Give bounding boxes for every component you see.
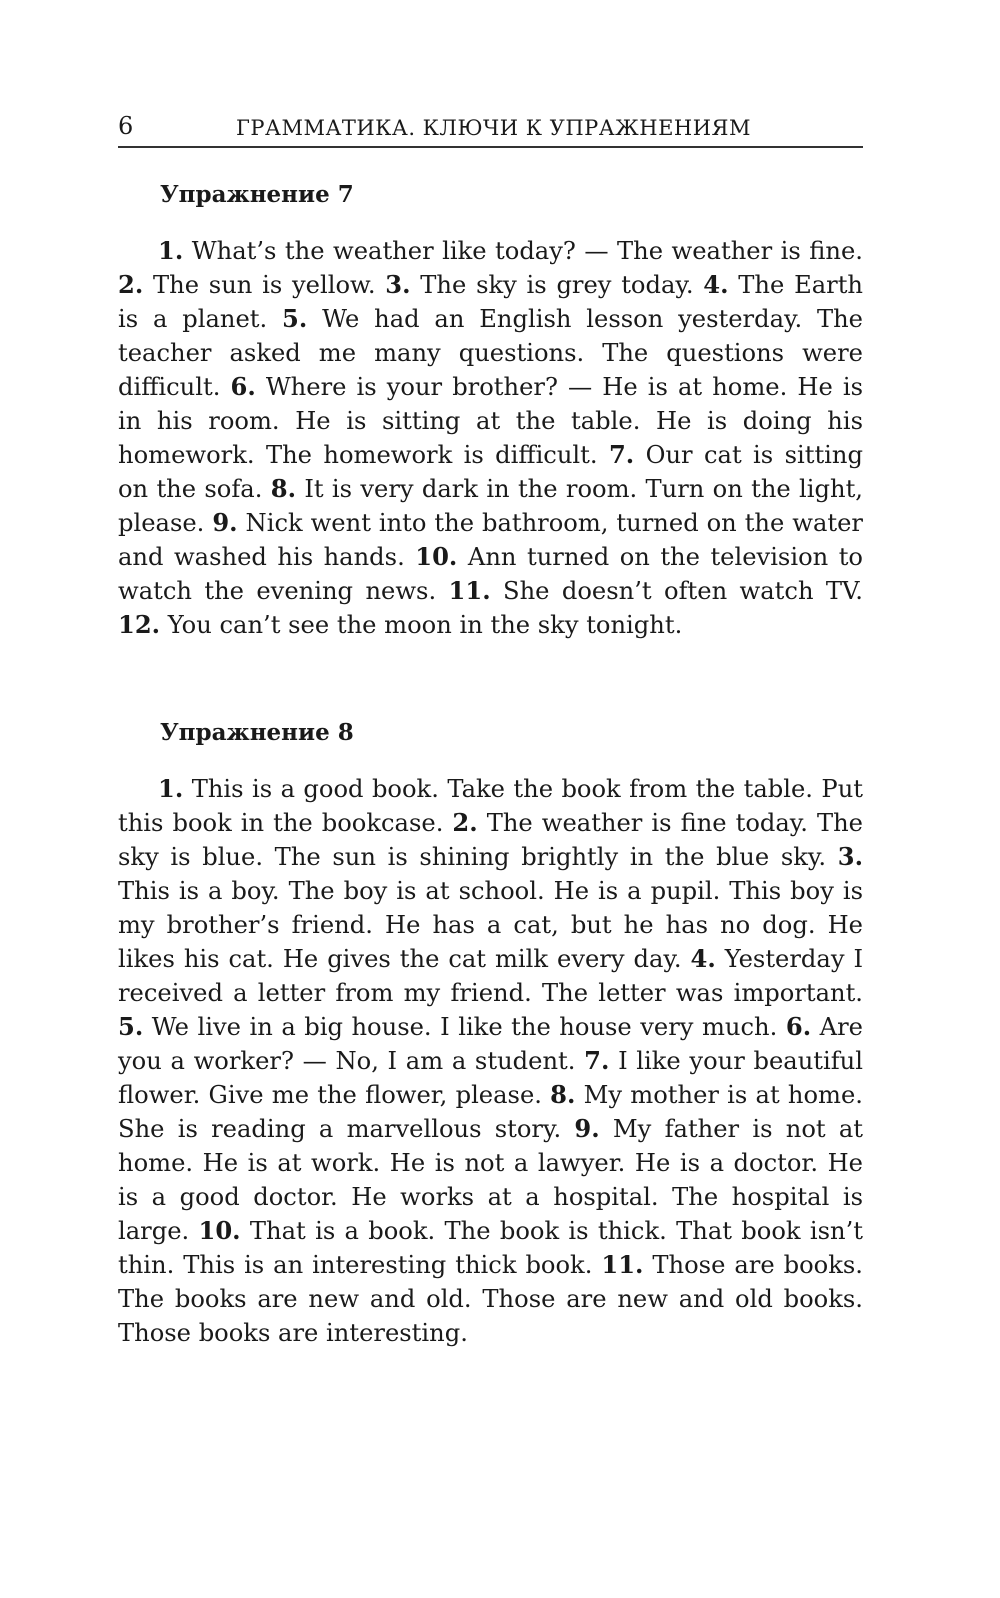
item-text: What’s the weather like today? — The weather is fine. [183, 237, 863, 265]
item-number: 11. [448, 576, 491, 605]
item-number: 5. [118, 1012, 144, 1041]
item-text: The weather is fine today. The sky is blue. The sun is shining brightly in the blue sky. [118, 809, 863, 871]
item-number: 4. [690, 944, 716, 973]
item-text: Are you a worker? — No, I am a student. [118, 1013, 863, 1075]
item-text: She doesn’t often watch TV. [490, 577, 863, 605]
page-number: 6 [118, 112, 134, 140]
item-number: 2. [118, 270, 144, 299]
item-text: This is a boy. The boy is at school. He is a pupil. This boy is my brother’s friend. He has a cat, but he has no dog. He likes his cat. He gives the cat milk every day. [118, 877, 863, 973]
item-text: Yesterday I received a letter from my friend. The letter was important. [118, 945, 863, 1007]
exercise-title: Упражнение 7 [160, 181, 354, 208]
item-text: I like your beautiful flower. Give me the flower, please. [118, 1047, 863, 1109]
item-number: 1. [158, 774, 184, 803]
item-text: Where is your brother? — He is at home. He is in his room. He is sitting at the table. He is doing his homework. The homework is difficult. [118, 373, 863, 469]
item-number: 10. [415, 542, 458, 571]
item-text: That is a book. The book is thick. That book isn’t thin. This is an interesting thick book. [118, 1217, 863, 1279]
book-page [118, 108, 863, 1350]
running-title: ГРАММАТИКА. КЛЮЧИ К УПРАЖНЕНИЯМ [236, 116, 752, 140]
item-text: Those are books. The books are new and old. Those are new and old books. Those books are interesting. [118, 1251, 863, 1347]
item-text: Our cat is sitting on the sofa. [118, 441, 863, 503]
item-text: Nick went into the bathroom, turned on the water and washed his hands. [118, 509, 863, 571]
item-text: We had an English lesson yesterday. The teacher asked me many questions. The questions were difficult. [118, 305, 863, 401]
item-number: 4. [703, 270, 729, 299]
item-number: 6. [785, 1012, 812, 1041]
item-number: 12. [118, 610, 161, 639]
item-text: We live in a big house. I like the house very much. [143, 1013, 786, 1041]
item-text: My father is not at home. He is at work. He is not a lawyer. He is a doctor. He is a good doctor. He works at a hospital. The hospital is large. [118, 1115, 863, 1245]
item-number: 1. [158, 236, 184, 265]
exercise-8-section [118, 716, 863, 1350]
item-number: 2. [452, 808, 478, 837]
item-number: 3. [385, 270, 411, 299]
item-number: 9. [212, 508, 238, 537]
item-text: You can’t see the moon in the sky tonight. [160, 611, 683, 639]
item-text: The sun is yellow. [143, 271, 386, 299]
item-number: 7. [584, 1046, 610, 1075]
exercise-7-section [118, 178, 863, 642]
item-text: The Earth is a planet. [118, 271, 864, 333]
running-head [118, 108, 863, 148]
item-number: 10. [198, 1216, 241, 1245]
exercise-answers [118, 234, 863, 642]
item-number: 9. [574, 1114, 600, 1143]
item-text: My mother is at home. She is reading a marvellous story. [118, 1081, 863, 1143]
exercise-answers [118, 772, 863, 1350]
item-text: Ann turned on the television to watch the evening news. [118, 543, 863, 605]
item-text: This is a good book. Take the book from the table. Put this book in the bookcase. [118, 775, 863, 837]
item-number: 5. [282, 304, 308, 333]
item-number: 8. [550, 1080, 576, 1109]
item-text: The sky is grey today. [410, 271, 704, 299]
item-number: 8. [270, 474, 296, 503]
item-number: 7. [608, 440, 635, 469]
exercise-title: Упражнение 8 [160, 719, 354, 746]
item-number: 11. [601, 1250, 644, 1279]
item-number: 6. [230, 372, 256, 401]
item-text: It is very dark in the room. Turn on the light, please. [118, 475, 863, 537]
item-number: 3. [837, 842, 863, 871]
